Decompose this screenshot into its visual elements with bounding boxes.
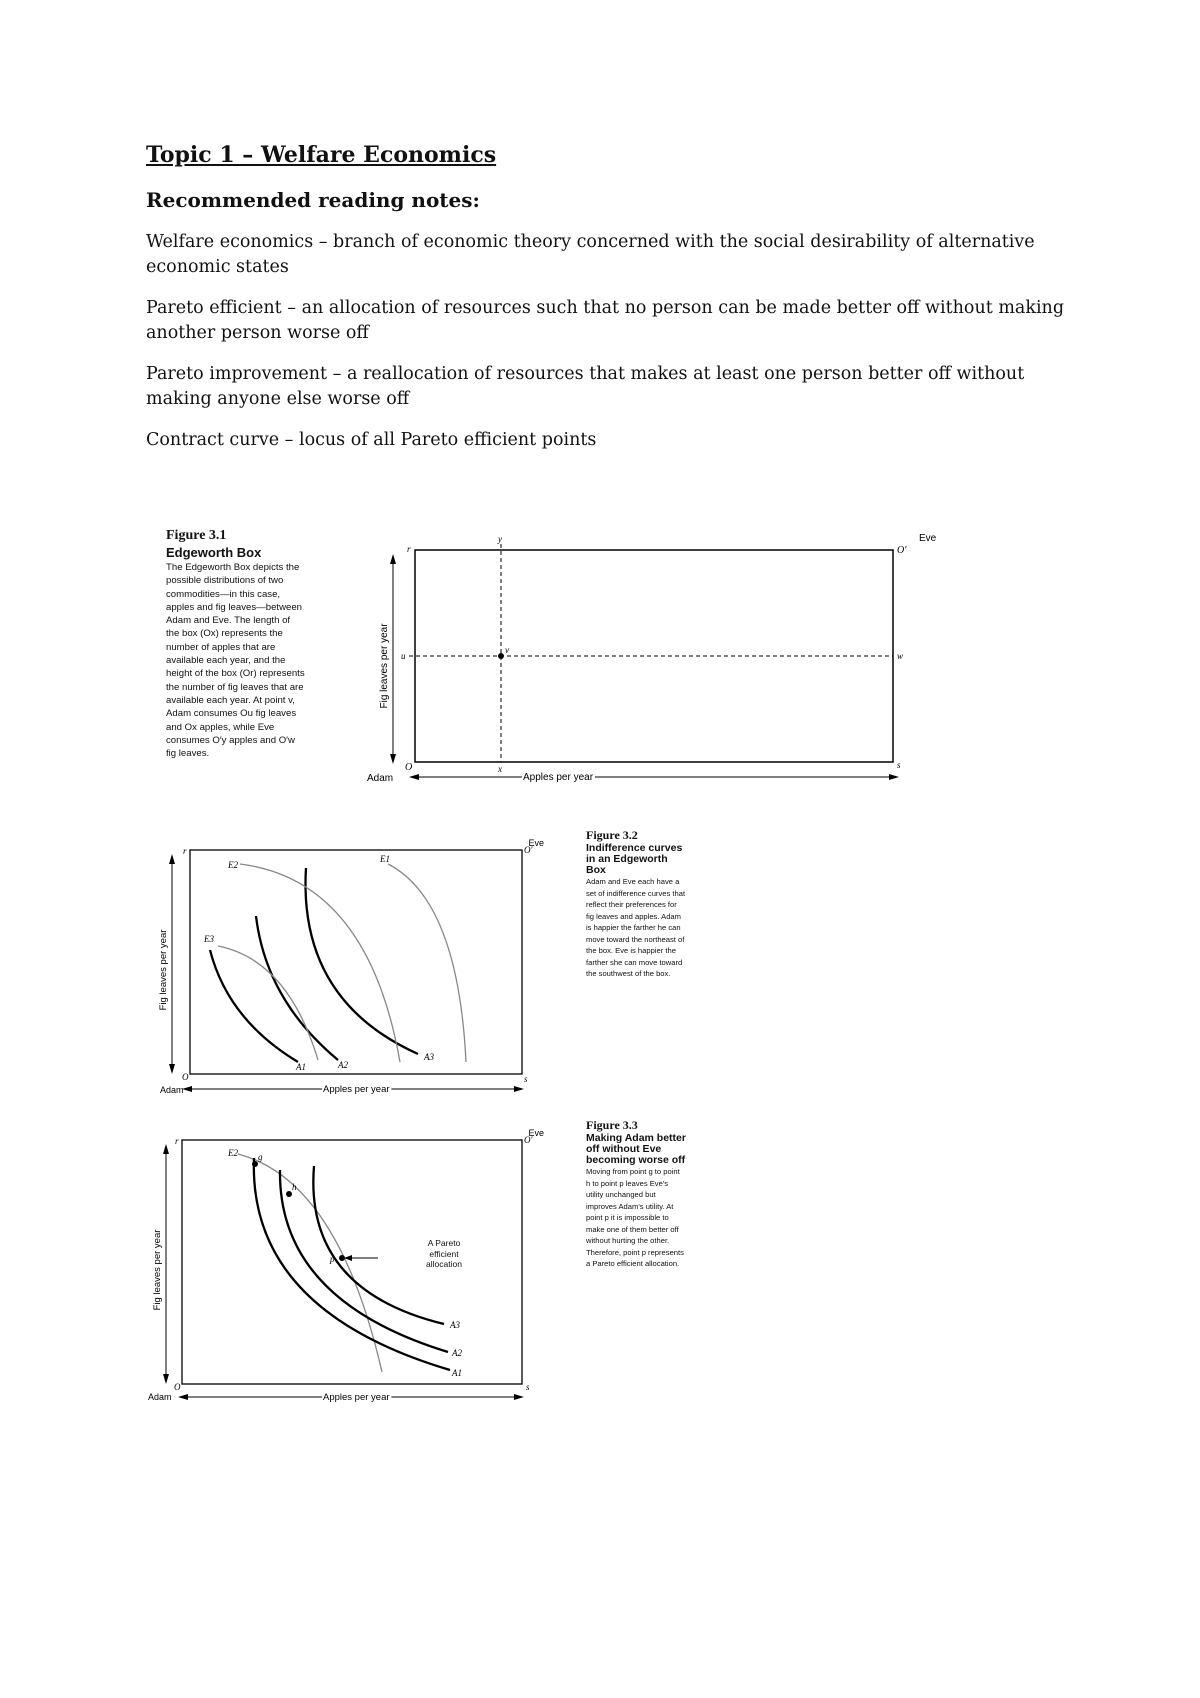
figure-3-1-title: Edgeworth Box [166,545,262,560]
label-x: x [498,764,502,774]
figure-3-3-caption-block [586,1118,686,1270]
origin-s-label: s [524,1074,528,1084]
origin-o-label: O [405,762,413,773]
y-axis-label: Fig leaves per year [158,929,169,1011]
topic-title: Topic 1 – Welfare Economics [146,142,497,168]
y-axis-arrowhead-down [163,1374,169,1384]
x-axis-arrowhead-right [889,774,899,780]
y-axis-arrowhead-up [163,1144,169,1154]
edgeworth-box [190,850,522,1074]
y-axis-arrowhead-up [169,854,175,864]
origin-r-label: r [175,1136,179,1146]
definition-welfare-economics: Welfare economics – branch of economic theory concerned with the social desirability of alternative economic states [146,232,1035,277]
y-axis-arrowhead-up [390,554,396,564]
point-v [498,653,504,659]
origin-eve-label: Eve [919,533,937,544]
pareto-improvement-chart [148,1110,544,1403]
origin-eve-label: Eve [528,838,544,848]
figure-3-3-title: Making Adam better off without Eve becoming worse off [586,1132,686,1166]
figure-3-2-caption-block [586,828,686,980]
origin-o-label: O [174,1382,181,1392]
edgeworth-box-chart [363,516,943,786]
annotation-pareto-efficient [416,1238,472,1270]
origin-adam-label: Adam [160,1085,184,1095]
label-w: w [897,651,904,661]
label-a3: A3 [424,1052,434,1062]
figure-3-1-caption: The Edgeworth Box depicts the possible distributions of two commodities—in this case, apples and fig leaves—between Adam and Eve. The length of the box (Ox) represents the number of apples that are available each year, and the height of the box (Or) represents the number of fig leaves that are available each year. At point v, Adam consumes Ou fig leaves and Ox apples, while Eve consumes O′y apples and O′w fig leaves. [166,562,305,760]
label-s: s [897,760,901,770]
indifference-curves-chart [148,820,544,1095]
x-axis-label: Apples per year [323,1392,390,1403]
label-e1: E1 [380,854,390,864]
origin-adam-label: Adam [148,1392,172,1402]
label-e3: E3 [204,934,214,944]
eve-curve-e1 [388,864,466,1062]
definition-contract-curve: Contract curve – locus of all Pareto efficient points [146,430,597,450]
adam-curve-a1 [210,950,298,1062]
y-axis-arrowhead-down [169,1064,175,1074]
x-axis-label: Apples per year [523,772,594,783]
label-v: v [505,645,509,655]
figure-3-2-title: Indifference curves in an Edgeworth Box [586,842,683,876]
figure-3-2-number: Figure 3.2 [586,828,638,842]
subheading: Recommended reading notes: [146,188,480,212]
x-axis-arrowhead-right [514,1086,524,1092]
label-r: r [407,544,411,554]
label-a2: A2 [338,1060,348,1070]
figure-3-2-caption: Adam and Eve each have a set of indifference curves that reflect their preferences for fig leaves and apples. Adam is happier the farther he can move toward the northeast of the box. Eve is happier the farther she can move toward the southwest of the box. [586,877,686,978]
figure-3-1-caption-block [166,528,306,760]
origin-s-label: s [526,1382,530,1392]
label-u: u [401,651,406,661]
label-y: y [498,534,502,544]
label-g: g [258,1152,263,1162]
figure-3-1 [148,516,948,806]
definition-pareto-improvement: Pareto improvement – a reallocation of resources that makes at least one person better off without making anyone else worse off [146,364,1025,409]
origin-adam-label: Adam [367,773,394,784]
origin-o-prime-label: O′ [897,545,907,556]
label-h: h [292,1182,297,1192]
origin-o-prime-label: O′ [524,1135,533,1145]
origin-eve-label: Eve [528,1128,544,1138]
label-e2: E2 [228,1148,238,1158]
definition-pareto-efficient: Pareto efficient – an allocation of resources such that no person can be made better off without making another person worse off [146,298,1065,343]
origin-o-prime-label: O′ [524,845,533,855]
label-e2: E2 [228,860,238,870]
label-p: p [330,1254,335,1264]
x-axis-arrowhead-left [409,774,419,780]
figure-3-3-number: Figure 3.3 [586,1118,638,1132]
figure-3-2 [148,820,708,1100]
adam-curve-a3 [306,868,419,1054]
x-axis-label: Apples per year [323,1084,390,1095]
label-a1: A1 [296,1062,306,1072]
figure-3-1-number: Figure 3.1 [166,528,227,543]
adam-curve-a2 [256,916,338,1060]
figure-3-3-caption: Moving from point g to point h to point p leaves Eve's utility unchanged but improves Adam's utility. At point p it is impossible to make one of them better off without hurting the other. Therefore, point p represents a Pareto efficient allocation. [586,1167,684,1268]
y-axis-arrowhead-down [390,754,396,764]
annotation-text: A Pareto efficient allocation [426,1238,462,1269]
y-axis-label: Fig leaves per year [379,623,390,709]
x-axis-arrowhead-left [178,1394,188,1400]
y-axis-label: Fig leaves per year [152,1229,163,1311]
eve-curve-e2 [238,1154,382,1372]
label-a1: A1 [452,1368,462,1378]
label-a3: A3 [450,1320,460,1330]
origin-o-label: O [182,1072,189,1082]
figure-3-3 [148,1110,708,1403]
x-axis-arrowhead-right [514,1394,524,1400]
origin-r-label: r [183,846,187,856]
label-a2: A2 [452,1348,462,1358]
